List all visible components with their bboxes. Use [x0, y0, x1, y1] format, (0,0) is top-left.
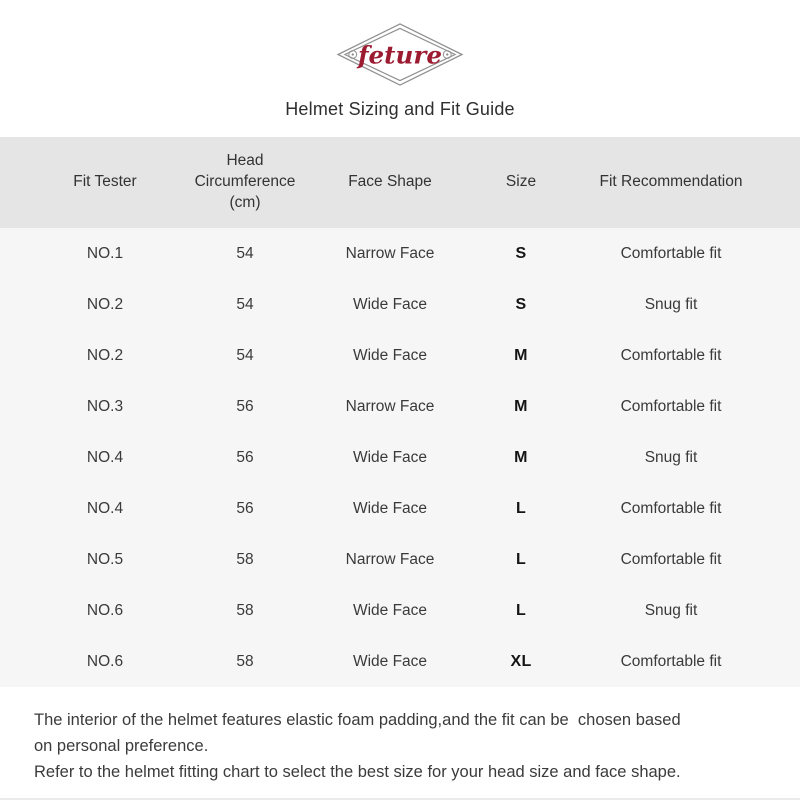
column-header-size: Size: [505, 173, 537, 191]
table-row: [0, 330, 800, 381]
table-cell: 58: [236, 652, 254, 670]
table-cell: NO.1: [86, 244, 124, 262]
table-cell: NO.5: [86, 550, 124, 568]
table-cell: M: [514, 448, 528, 466]
footer-note-line: Refer to the helmet fitting chart to select the best size for your head size and face shape.: [34, 763, 681, 781]
table-cell: NO.3: [86, 397, 124, 415]
table-cell: L: [515, 601, 527, 619]
table-cell: Narrow Face: [345, 397, 435, 415]
column-header-fit-tester: Fit Tester: [73, 173, 137, 191]
brand-name: feture: [357, 40, 443, 70]
table-cell: Comfortable fit: [620, 499, 722, 517]
table-cell: L: [515, 550, 527, 568]
table-cell: M: [514, 397, 528, 415]
table-row: [0, 534, 800, 585]
table-cell: M: [514, 346, 528, 364]
table-cell: Wide Face: [352, 601, 428, 619]
table-cell: Snug fit: [644, 295, 698, 313]
right-dot: [446, 53, 448, 55]
table-cell: Comfortable fit: [620, 397, 722, 415]
table-header: [0, 137, 800, 228]
table-cell: 56: [236, 448, 254, 466]
table-cell: L: [515, 499, 527, 517]
table-row: [0, 432, 800, 483]
table-cell: S: [515, 295, 527, 313]
table-cell: XL: [510, 652, 532, 670]
table-cell: 58: [236, 601, 254, 619]
table-cell: NO.6: [86, 601, 124, 619]
table-cell: 54: [236, 346, 254, 364]
page-title: Helmet Sizing and Fit Guide: [285, 99, 515, 119]
column-header-head-circumference: Head Circumference (cm): [194, 152, 296, 211]
table-cell: NO.2: [86, 295, 124, 313]
brand-logo-diamond: [336, 23, 464, 86]
column-header-face-shape: Face Shape: [348, 173, 432, 191]
table-cell: NO.2: [86, 346, 124, 364]
table-cell: Wide Face: [352, 652, 428, 670]
table-cell: Narrow Face: [345, 550, 435, 568]
table-cell: Comfortable fit: [620, 550, 722, 568]
table-cell: Comfortable fit: [620, 652, 722, 670]
table-cell: Wide Face: [352, 448, 428, 466]
table-cell: Narrow Face: [345, 244, 435, 262]
footer-notes: [0, 687, 800, 785]
table-row: [0, 279, 800, 330]
table-cell: Snug fit: [644, 448, 698, 466]
table-row: [0, 381, 800, 432]
table-cell: Comfortable fit: [620, 244, 722, 262]
table-cell: NO.4: [86, 499, 124, 517]
table-cell: S: [515, 244, 527, 262]
table-cell: 56: [236, 499, 254, 517]
table-cell: NO.6: [86, 652, 124, 670]
footer-note-line: The interior of the helmet features elastic foam padding,and the fit can be chosen based: [34, 711, 681, 729]
table-row: [0, 228, 800, 279]
table-row: [0, 483, 800, 534]
table-row: [0, 585, 800, 636]
table-row: [0, 636, 800, 687]
table-body: [0, 228, 800, 687]
table-cell: 54: [236, 244, 254, 262]
table-cell: Wide Face: [352, 499, 428, 517]
table-cell: Wide Face: [352, 346, 428, 364]
table-cell: 56: [236, 397, 254, 415]
table-cell: 54: [236, 295, 254, 313]
left-dot: [352, 53, 354, 55]
table-cell: Wide Face: [352, 295, 428, 313]
footer-note-line: on personal preference.: [34, 737, 209, 755]
brand-logo: [0, 0, 800, 86]
table-cell: Comfortable fit: [620, 346, 722, 364]
table-cell: 58: [236, 550, 254, 568]
column-header-fit-recommendation: Fit Recommendation: [599, 173, 743, 191]
table-cell: NO.4: [86, 448, 124, 466]
table-cell: Snug fit: [644, 601, 698, 619]
